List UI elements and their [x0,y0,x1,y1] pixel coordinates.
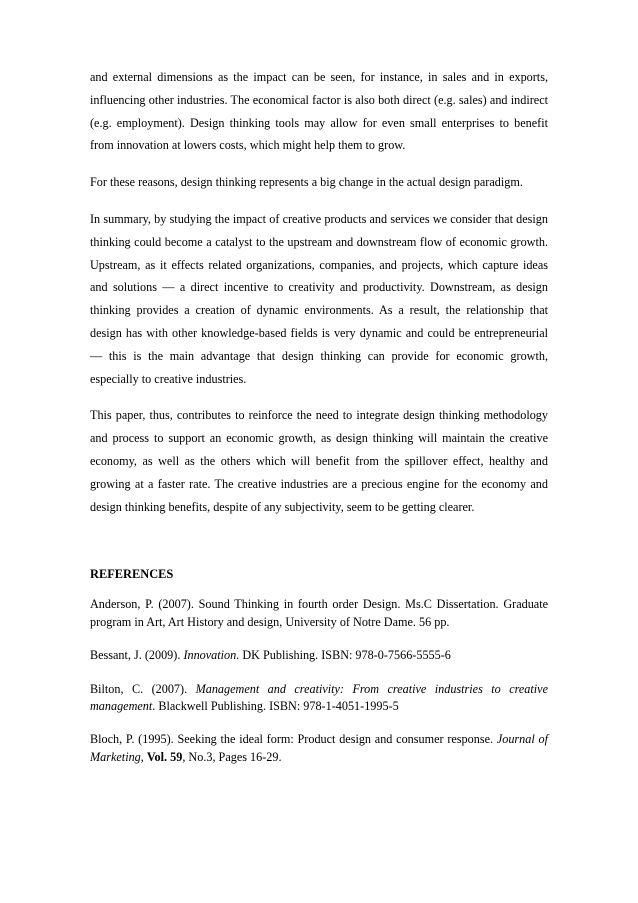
ref-text: Bloch, P. (1995). Seeking the ideal form: Product design and consumer response. [90,732,497,747]
ref-text: Bilton, C. (2007). [90,681,196,696]
body-paragraph: For these reasons, design thinking represents a big change in the actual design paradigm. [90,175,523,190]
reference-entry [90,731,548,766]
body-paragraph: In summary, by studying the impact of creative products and services we consider that design thinking could become a catalyst to the upstream and downstream flow of economic growth. Upstream, as it effects related organizations, companies, and projects, which capture ideas and solutions — a direct incentive to creativity and productivity. Downstream, as design thinking provides a creation of dynamic environments. As a result, the relationship that design has with other knowledge-based fields is very dynamic and could be entrepreneurial — this is the main advantage that design thinking can provide for economic growth, especially to creative industries. [90,211,548,386]
ref-title: Innovation [183,648,237,663]
ref-journal: Journal of Marketing [90,732,548,764]
references-heading: REFERENCES [90,567,174,582]
ref-text: Bessant, J. (2009). [90,648,184,663]
ref-text: , [140,749,147,764]
body-paragraph: and external dimensions as the impact can be seen, for instance, in sales and in exports, influencing other industries. The economical factor is also both direct (e.g. sales) and indirect (e.g. employment). Design thinking tools may allow for even small enterprises to benefit from innovation at lowers costs, which might help them to grow. [90,70,548,153]
reference-entry [90,647,548,664]
reference-entry [90,681,548,716]
reference-entry [90,596,548,631]
ref-text: , No.3, Pages 16-29. [182,749,282,764]
ref-volume: Vol. 59 [146,749,183,764]
ref-text: . DK Publishing. ISBN: 978-0-7566-5555-6 [236,648,451,663]
ref-text: . Blackwell Publishing. ISBN: 978-1-4051-1995-5 [152,698,399,713]
body-paragraph: This paper, thus, contributes to reinforce the need to integrate design thinking methodology and process to support an economic growth, as design thinking will maintain the creative economy, as well as the others which will benefit from the spillover effect, healthy and growing at a faster rate. The creative industries are a precious engine for the economy and design thinking benefits, despite of any subjectivity, seem to be getting clearer. [90,408,548,514]
ref-text: Anderson, P. (2007). Sound Thinking in fourth order Design. Ms.C Dissertation. Graduate program in Art, Art History and design, University of Notre Dame. 56 pp. [90,597,548,629]
ref-title: Management and creativity: From creative industries to creative management [90,681,548,713]
